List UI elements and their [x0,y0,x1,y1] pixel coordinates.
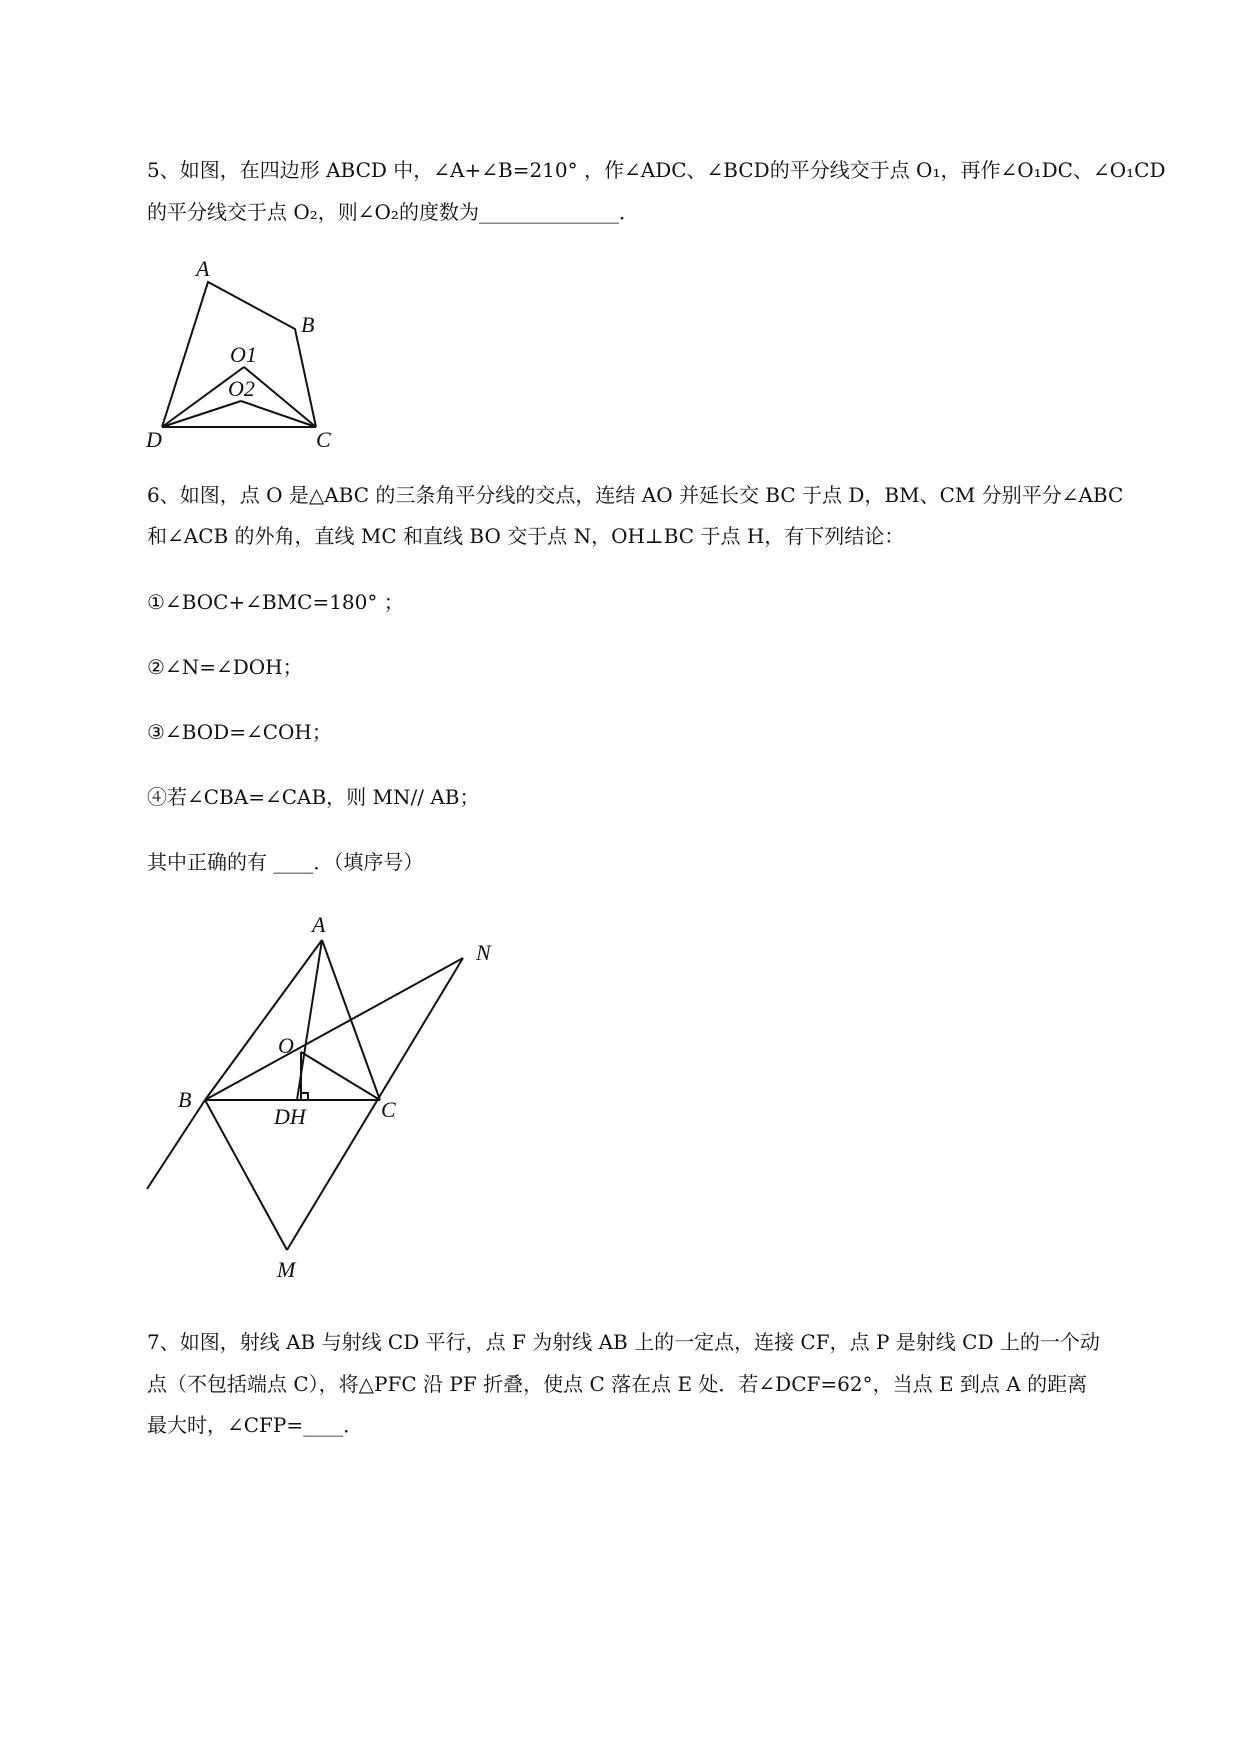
q7-text-line-1: 7、如图，射线 AB 与射线 CD 平行，点 F 为射线 AB 上的一定点，连接 CF，点 P 是射线 CD 上的一个动 [147,1330,1100,1354]
q6-text-line-1: 6、如图，点 O 是△ABC 的三条角平分线的交点，连结 AO 并延长交 BC 于点 D，BM、CM 分别平分∠ABC [147,483,1124,507]
q7-text-line-3: 最大时，∠CFP=____． [147,1413,364,1437]
label-A: A [196,256,210,281]
q5-text-line-2: 的平分线交于点 O₂，则∠O₂的度数为______________． [147,200,639,224]
label-A: A [312,912,326,937]
edge-DO2 [162,401,241,427]
q6-conclusion-4: ④若∠CBA=∠CAB，则 MN// AB； [147,785,480,809]
q6-conclusion-3: ③∠BOD=∠COH； [147,720,332,744]
q6-text-line-2: 和∠ACB 的外角，直线 MC 和直线 BO 交于点 N，OH⊥BC 于点 H，有下列结论： [147,524,905,548]
line-BM-extended [147,1100,205,1189]
label-B: B [301,312,315,337]
q6-answer-line: 其中正确的有 ____．（填序号） [147,850,424,874]
edge-AB [205,940,322,1100]
label-C: C [381,1097,396,1122]
edge-O2C [241,401,316,427]
q5-text-line-1: 5、如图，在四边形 ABCD 中，∠A+∠B=210° ，作∠ADC、∠BCD的平分线交于点 O₁，再作∠O₁DC、∠O₁CD [147,158,1166,182]
line-OC [301,1052,380,1100]
line-BN [205,958,463,1100]
q5-quadrilateral-figure [140,255,360,450]
q6-triangle-figure [140,905,520,1295]
label-O2: O2 [228,376,255,401]
q6-conclusion-1: ①∠BOC+∠BMC=180° ； [147,590,404,614]
label-B: B [178,1087,192,1112]
label-M: M [277,1257,296,1282]
q6-conclusion-2: ②∠N=∠DOH； [147,655,303,679]
label-O1: O1 [230,342,257,367]
label-DH: DH [274,1104,306,1129]
label-N: N [476,940,491,965]
q7-text-line-2: 点（不包括端点 C），将△PFC 沿 PF 折叠，使点 C 落在点 E 处．若∠DCF=62°，当点 E 到点 A 的距离 [147,1372,1088,1396]
right-angle-mark [301,1093,308,1100]
label-C: C [316,427,331,450]
line-MN [287,958,463,1250]
label-D: D [146,427,162,450]
label-O: O [278,1033,294,1058]
